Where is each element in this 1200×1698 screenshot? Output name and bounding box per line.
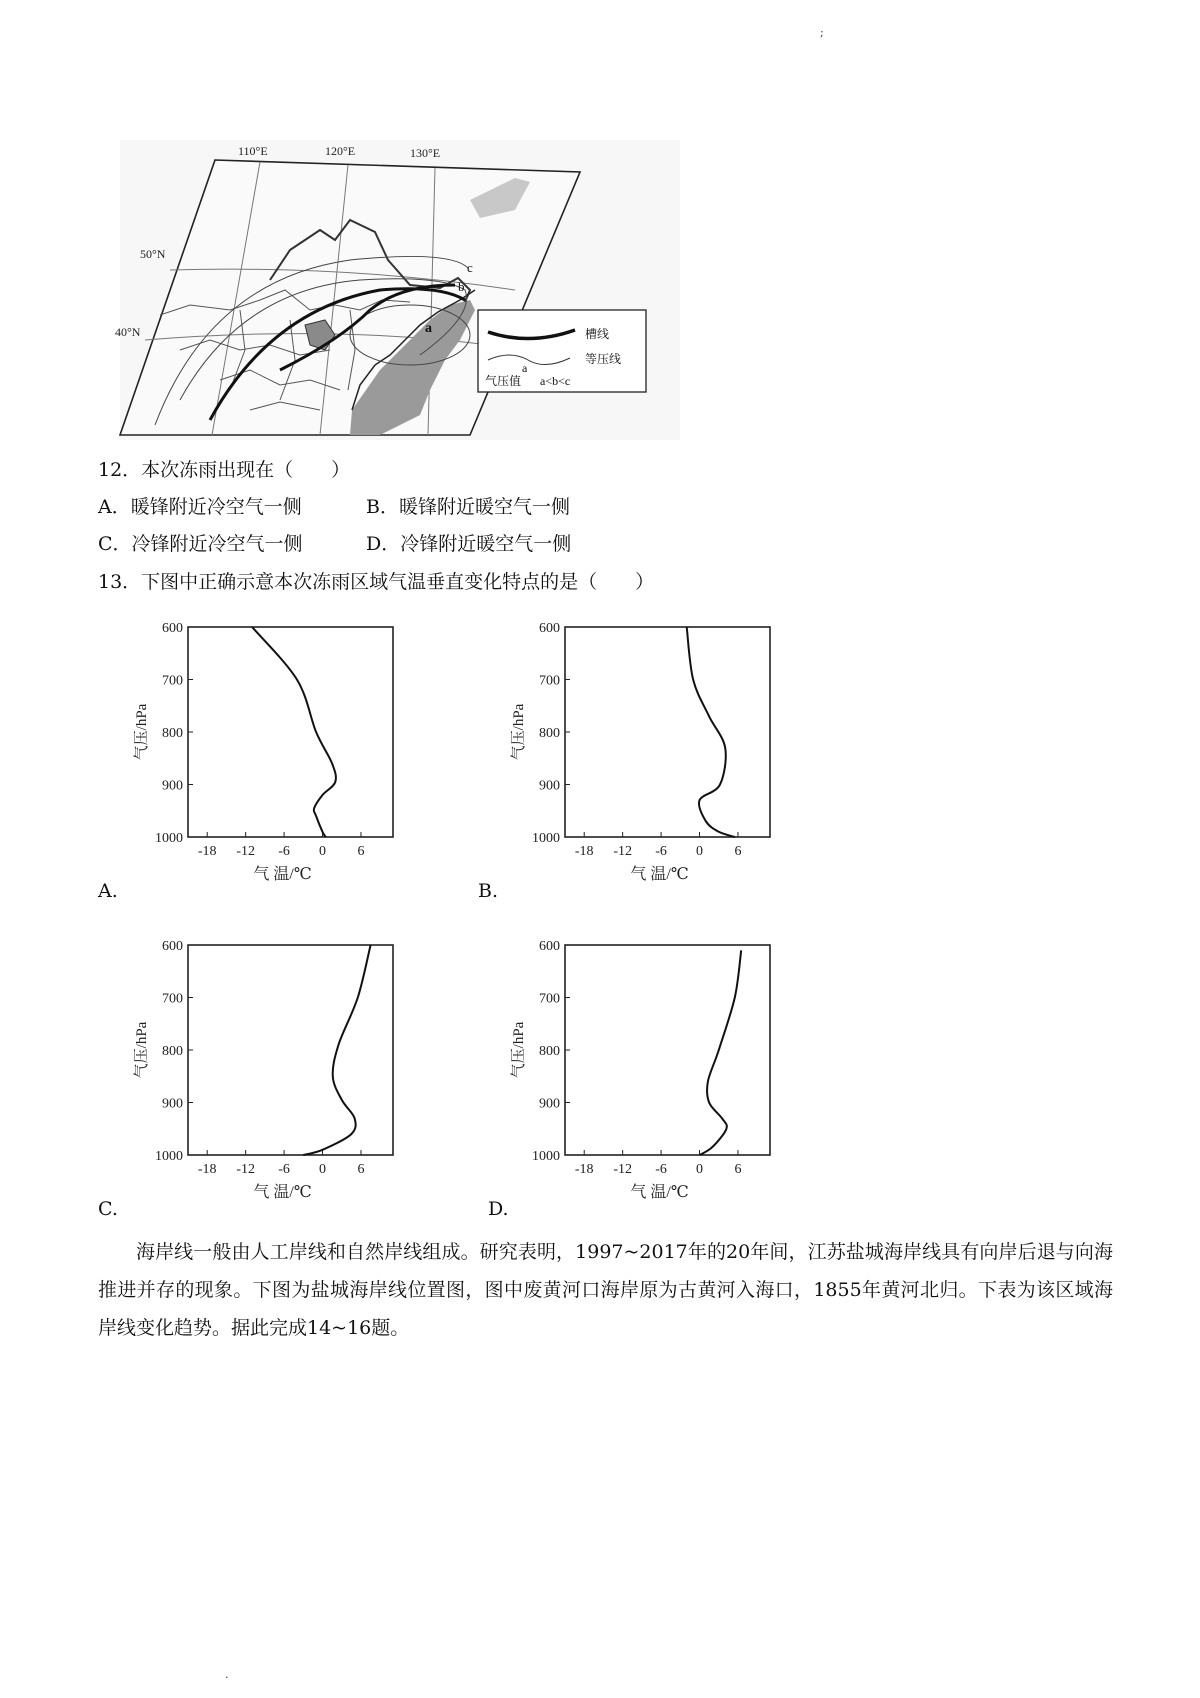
y-axis-label: 气压/hPa [134,703,150,761]
x-tick-label: -12 [236,1162,255,1177]
y-tick-label: 900 [162,778,183,794]
x-tick-label: 0 [696,844,704,859]
x-tick-label: -18 [197,844,217,859]
y-tick-label: 600 [539,621,560,636]
map-point-b: b [458,279,465,294]
q13-label-d[interactable]: D. [488,1198,509,1220]
x-tick-label: 0 [319,1162,327,1177]
y-tick-label: 900 [539,778,560,794]
y-tick-label: 700 [539,673,560,689]
q12-option-c[interactable]: C．冷锋附近冷空气一侧 [98,533,303,555]
y-axis-label: 气压/hPa [511,703,527,761]
legend-pressure-label: 气压值 [485,374,522,388]
chart-frame [565,627,770,837]
y-tick-label: 800 [162,1044,183,1059]
q13-label-a[interactable]: A. [98,880,118,902]
chart-frame [188,945,393,1155]
q12-option-d[interactable]: D．冷锋附近暖空气一侧 [366,533,572,555]
legend-trough-label: 槽线 [585,327,610,341]
map-point-a: a [425,321,432,336]
q13-stem: 13．下图中正确示意本次冻雨区域气温垂直变化特点的是（ ） [98,571,655,593]
legend-isobar-label: 等压线 [585,352,622,366]
legend-isobar-mark: a [522,361,528,375]
y-axis-label: 气压/hPa [134,1021,150,1079]
y-tick-label: 800 [162,726,183,741]
y-tick-label: 600 [162,621,183,636]
y-tick-label: 600 [539,939,560,954]
y-tick-label: 800 [539,1044,560,1059]
lat-label-50: 50°N [140,247,166,261]
chart-frame [188,627,393,837]
x-axis-label: 气 温/℃ [253,866,312,883]
x-axis-label: 气 温/℃ [253,1184,312,1201]
x-tick-label: -6 [278,844,290,859]
x-tick-label: 0 [696,1162,704,1177]
y-tick-label: 700 [162,991,183,1007]
chart-frame [565,945,770,1155]
x-axis-label: 气 温/℃ [630,866,689,883]
y-tick-label: 700 [539,991,560,1007]
chart-option-d[interactable] [505,930,815,1215]
x-tick-label: -18 [574,844,594,859]
q13-label-c[interactable]: C. [98,1198,118,1220]
x-tick-label: -12 [236,844,255,859]
lon-label-130: 130°E [410,146,441,160]
lon-label-120: 120°E [325,144,356,158]
y-tick-label: 600 [162,939,183,954]
x-tick-label: -6 [655,1162,667,1177]
chart-option-b[interactable] [505,612,815,897]
y-tick-label: 900 [539,1096,560,1112]
x-axis-label: 气 温/℃ [630,1184,689,1201]
map-point-c: c [467,260,473,275]
y-tick-label: 1000 [155,1149,183,1164]
corner-mark-bottom: . [225,1668,229,1681]
y-tick-label: 1000 [532,831,560,846]
corner-mark-top: ; [820,26,824,39]
x-tick-label: -12 [613,844,632,859]
x-tick-label: -12 [613,1162,632,1177]
x-tick-label: 6 [357,844,365,859]
y-axis-label: 气压/hPa [511,1021,527,1079]
x-tick-label: 6 [357,1162,365,1177]
chart-option-c[interactable] [128,930,438,1215]
q12-option-a[interactable]: A．暖锋附近冷空气一侧 [98,496,302,518]
x-tick-label: -6 [278,1162,290,1177]
passage-text: 海岸线一般由人工岸线和自然岸线组成。研究表明，1997~2017年的20年间，江苏盐城海岸线具有向岸后退与向海推进并存的现象。下图为盐城海岸线位置图，图中废黄河口海岸原为古黄河入海口，1855年黄河北归。下表为该区域海岸线变化趋势。据此完成14~16题。 [98,1241,1113,1339]
legend-relation: a<b<c [540,374,571,388]
y-tick-label: 900 [162,1096,183,1112]
weather-map [115,140,680,440]
lat-label-40: 40°N [115,325,141,339]
lon-label-110: 110°E [238,144,268,158]
x-tick-label: -6 [655,844,667,859]
y-tick-label: 800 [539,726,560,741]
x-tick-label: -18 [197,1162,217,1177]
q12-option-b[interactable]: B．暖锋附近暖空气一侧 [366,496,570,518]
x-tick-label: 0 [319,844,327,859]
chart-option-a[interactable] [128,612,438,897]
x-tick-label: 6 [734,1162,742,1177]
q12-stem: 12．本次冻雨出现在（ ） [98,459,351,481]
q13-label-b[interactable]: B. [478,880,499,902]
x-tick-label: -18 [574,1162,594,1177]
x-tick-label: 6 [734,844,742,859]
y-tick-label: 1000 [155,831,183,846]
y-tick-label: 700 [162,673,183,689]
y-tick-label: 1000 [532,1149,560,1164]
